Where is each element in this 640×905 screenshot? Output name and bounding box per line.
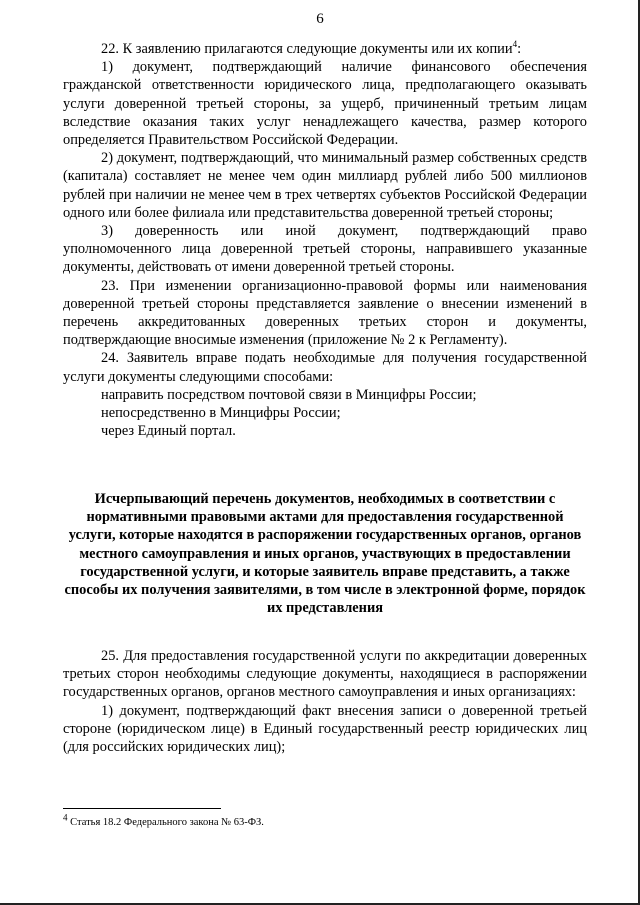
list-item-22-2: 2) документ, подтверждающий, что минимальный размер собственных средств (капитала) составляет не менее чем один миллиард рублей либо 500 миллионов рублей при наличии не менее чем в трех четвертях субъектов Российской Федерации одного или более филиала или представительства доверенной третьей стороны; [63,150,587,221]
document-body-continued [63,647,587,756]
list-item-22-3: 3) доверенность или иной документ, подтверждающий право уполномоченного лица доверенной третьей стороны, направившего указанные документы, действовать от имени доверенной третьей стороны. [63,223,587,276]
page-number: 6 [316,11,324,27]
paragraph-25: 25. Для предоставления государственной услуги по аккредитации доверенных третьих сторон необходимы следующие документы, находящиеся в распоряжении государственных органов, органов местного самоуправления и иных организациях: [63,648,587,701]
paragraph-22 [63,40,587,58]
paragraph-23: 23. При изменении организационно-правовой формы или наименования доверенной третьей стороны представляется заявление о внесении изменений в перечень аккредитованных доверенных третьих сторон и документы, подтверждающие вносимые изменения (приложение № 2 к Регламенту). [63,277,587,349]
paragraph-22-tail: : [517,41,522,57]
list-item-22-1: 1) документ, подтверждающий наличие финансового обеспечения гражданской ответственности юридического лица, предполагающего оказывать услуги доверенной третьей стороны, за ущерб, причиненный третьим лицам вследствие оказания таких услуг ненадлежащего качества, размер которого определяется Правительством Российской Федерации. [63,59,587,149]
footnote-reference[interactable]: 4 [512,39,518,50]
section-heading: Исчерпывающий перечень документов, необходимых в соответствии с нормативными правовыми актами для предоставления государственной услуги, которые находятся в распоряжении государственных органов, органов местного самоуправления и иных органов, участвующих в предоставлении государственной услуги, и которые заявитель вправе представить, а также способы их получения заявителями, в том числе в электронной форме, порядок их представления [64,491,586,617]
footnote-text: Статья 18.2 Федерального закона № 63-ФЗ. [70,817,264,828]
list-item-24-3: через Единый портал. [101,423,236,440]
list-item-24-1: направить посредством почтовой связи в Минцифры России; [101,386,477,403]
footnote [63,812,587,829]
document-body [63,40,587,440]
list-item-24-2: непосредственно в Минцифры России; [101,405,341,422]
footnote-divider [63,808,221,809]
list-item-25-1: 1) документ, подтверждающий факт внесения записи о доверенной третьей стороне (юридическом лице) в Единый государственный реестр юридических лиц (для российских юридических лиц); [63,702,587,756]
paragraph-22-text: 22. К заявлению прилагаются следующие документы или их копии [101,41,513,57]
paragraph-24: 24. Заявитель вправе подать необходимые для получения государственной услуги документы следующими способами: [63,350,587,385]
footnote-mark: 4 [63,812,68,823]
